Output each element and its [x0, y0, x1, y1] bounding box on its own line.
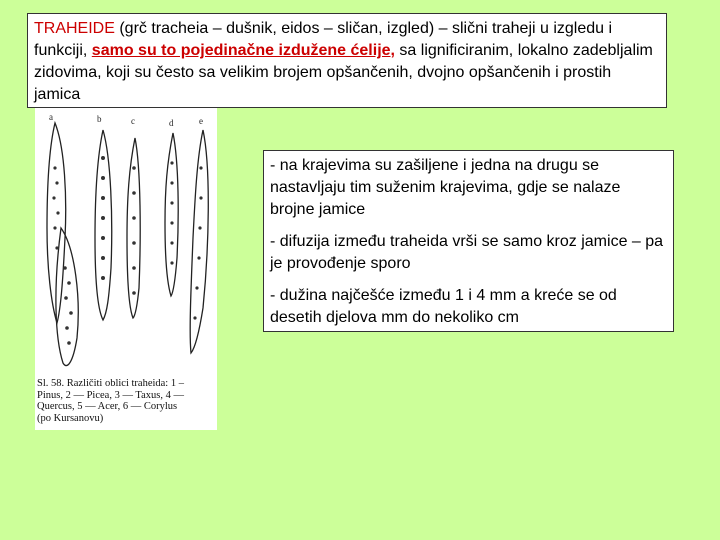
etymology-text: (grč tracheia – dušnik, eidos – sličan, izgled) – slični traheji u izgledu i funkciji, [34, 20, 613, 59]
tracheid-figure [35, 108, 217, 430]
tracheid-drawing [35, 108, 217, 378]
tracheid-cell-5 [165, 133, 178, 296]
intro-text-box [27, 13, 667, 108]
figure-letter-b: b [97, 114, 102, 124]
fact-item: - dužina najčešće između 1 i 4 mm a kreće se od desetih djelova mm do nekoliko cm [270, 287, 617, 326]
figure-caption: Sl. 58. Različiti oblici traheida: 1 – Pinus, 2 — Picea, 3 — Taxus, 4 — Quercus, 5 — Acer, 6 — Corylus (po Kursanovu) [37, 378, 184, 424]
facts-text-box [263, 150, 674, 332]
figure-letter-e: e [199, 116, 203, 126]
tracheid-cell-4 [127, 138, 140, 318]
description-text: sa lignificiranim, lokalno zadebljalim zidovima, koji su često sa velikim brojem opšančenih, dvojno opšančenih i prostih jamica [34, 42, 653, 103]
fact-item: - na krajevima su zašiljene i jedna na drugu se nastavljaju tim suženim krajevima, gdje se nalaze brojne jamice [270, 157, 621, 218]
figure-letter-d: d [169, 118, 174, 128]
term-heading: TRAHEIDE [34, 20, 115, 37]
tracheid-cell-6 [190, 130, 208, 353]
figure-letter-c: c [131, 116, 135, 126]
highlight-text: samo su to pojedinačne izdužene ćelije, [91, 42, 395, 59]
fact-item: - difuzija između traheida vrši se samo kroz jamice – pa je provođenje sporo [270, 233, 664, 272]
figure-letter-a: a [49, 112, 53, 122]
